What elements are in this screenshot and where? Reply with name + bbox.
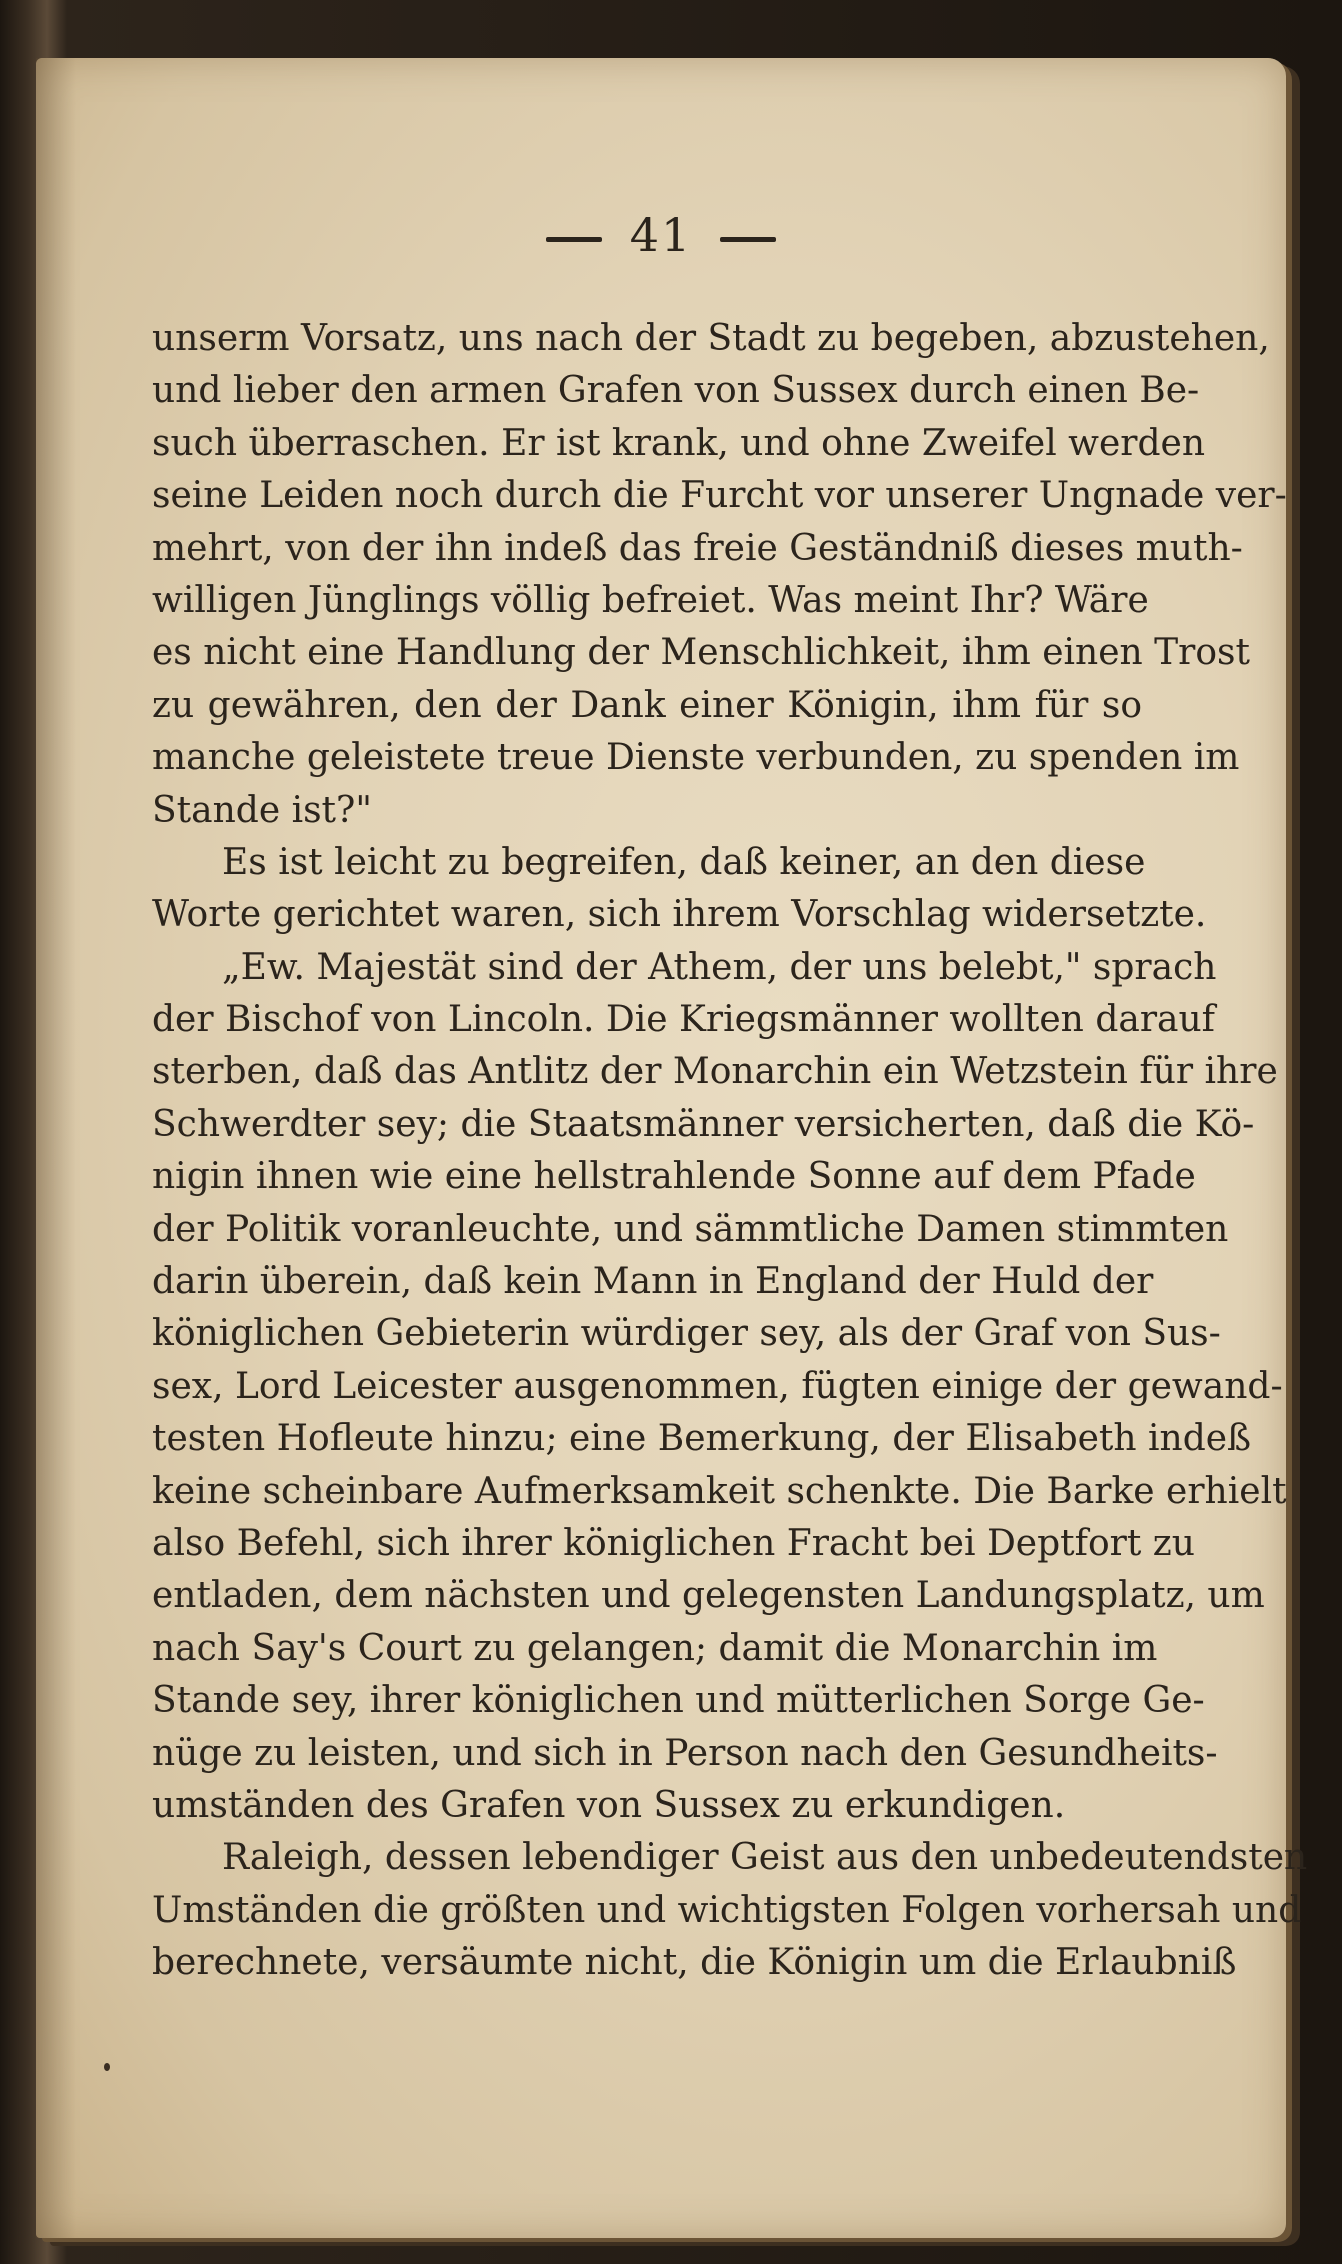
page-number: 41 bbox=[629, 208, 693, 262]
text-line: Raleigh, dessen lebendiger Geist aus den unbedeutendsten bbox=[222, 1837, 1308, 1879]
text-line: unserm Vorsatz, uns nach der Stadt zu begeben, abzustehen, bbox=[152, 318, 1270, 359]
text-line: Umständen die größten und wichtigsten Folgen vorhersah und bbox=[152, 1889, 1302, 1931]
text-line: manche geleistete treue Dienste verbunden, zu spenden im bbox=[152, 737, 1240, 779]
text-line: zu gewähren, den der Dank einer Königin, ihm für so bbox=[152, 684, 1142, 726]
text-line: es nicht eine Handlung der Menschlichkeit, ihm einen Trost bbox=[152, 632, 1250, 674]
text-line: sterben, daß das Antlitz der Monarchin ein Wetzstein für ihre bbox=[152, 1051, 1278, 1093]
text-line: such überraschen. Er ist krank, und ohne Zweifel werden bbox=[152, 422, 1206, 464]
text-line: seine Leiden noch durch die Furcht vor unserer Ungnade ver- bbox=[152, 475, 1287, 517]
text-line: königlichen Gebieterin würdiger sey, als der Graf von Sus- bbox=[152, 1313, 1221, 1355]
text-line: und lieber den armen Grafen von Sussex durch einen Be- bbox=[152, 370, 1200, 412]
book-page bbox=[36, 58, 1308, 2238]
text-line: willigen Jünglings völlig befreiet. Was meint Ihr? Wäre bbox=[152, 579, 1149, 621]
text-line: nach Say's Court zu gelangen; damit die Monarchin im bbox=[152, 1627, 1158, 1669]
body-text bbox=[152, 313, 1308, 1990]
text-line: umständen des Grafen von Sussex zu erkundigen. bbox=[152, 1784, 1066, 1826]
text-line: darin überein, daß kein Mann in England der Huld der bbox=[152, 1261, 1154, 1303]
text-line: berechnete, versäumte nicht, die Königin um die Erlaubniß bbox=[152, 1942, 1237, 1984]
header-dash-left bbox=[546, 237, 602, 242]
text-line: also Befehl, sich ihrer königlichen Fracht bei Deptfort zu bbox=[152, 1522, 1195, 1564]
text-line: Worte gerichtet waren, sich ihrem Vorschlag widersetzte. bbox=[152, 894, 1207, 936]
text-line: keine scheinbare Aufmerksamkeit schenkte. Die Barke erhielt bbox=[152, 1470, 1287, 1512]
text-line: nüge zu leisten, und sich in Person nach den Gesundheits- bbox=[152, 1732, 1218, 1774]
text-line: Es ist leicht zu begreifen, daß keiner, an den diese bbox=[222, 841, 1146, 883]
text-line: Schwerdter sey; die Staatsmänner versicherten, daß die Kö- bbox=[152, 1103, 1255, 1145]
text-line: Stande sey, ihrer königlichen und mütterlichen Sorge Ge- bbox=[152, 1680, 1205, 1722]
page-header bbox=[36, 208, 1286, 262]
text-line: testen Hofleute hinzu; eine Bemerkung, der Elisabeth indeß bbox=[152, 1418, 1252, 1460]
header-dash-right bbox=[720, 237, 776, 242]
text-line: sex, Lord Leicester ausgenommen, fügten einige der gewand- bbox=[152, 1365, 1283, 1407]
text-line: der Politik voranleuchte, und sämmtliche Damen stimmten bbox=[152, 1208, 1229, 1250]
text-line: Stande ist?" bbox=[152, 789, 372, 831]
text-line: „Ew. Majestät sind der Athem, der uns belebt," sprach bbox=[222, 946, 1217, 988]
ink-speck bbox=[104, 2063, 110, 2071]
text-line: der Bischof von Lincoln. Die Kriegsmänner wollten darauf bbox=[152, 999, 1216, 1041]
text-line: mehrt, von der ihn indeß das freie Geständniß dieses muth- bbox=[152, 527, 1243, 569]
text-line: nigin ihnen wie eine hellstrahlende Sonne auf dem Pfade bbox=[152, 1156, 1196, 1198]
text-line: entladen, dem nächsten und gelegensten Landungsplatz, um bbox=[152, 1575, 1265, 1617]
